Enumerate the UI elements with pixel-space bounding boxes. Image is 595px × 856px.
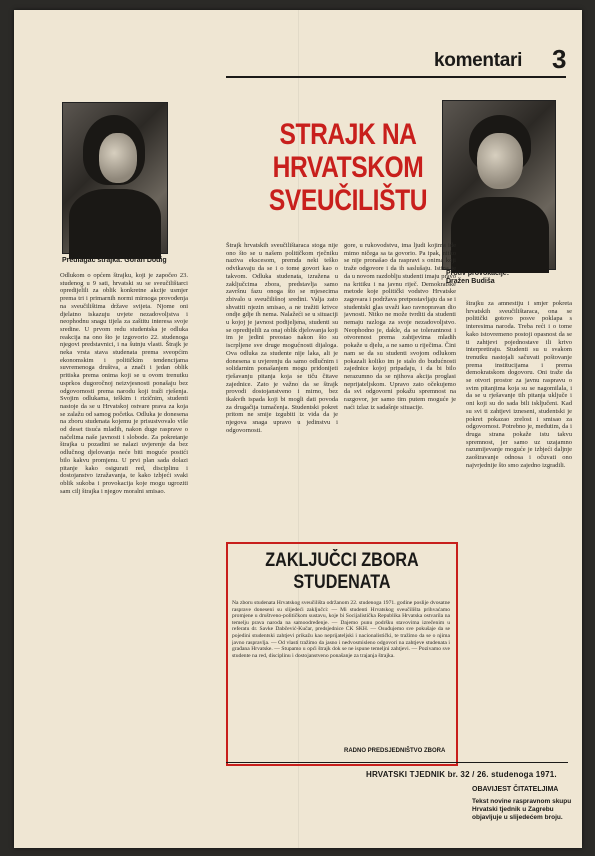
photo-goran-dodig: [62, 102, 168, 254]
photo-face: [99, 133, 137, 183]
statement-body: Na zboru studenata Hrvatskog sveučilišta održanom 22. studenoga 1971. godine poslije dvosatne rasprave doneseni su slijedeći zaključci: — Mi studenti Hrvatskog sveučilišta prihvaćamo promjene u društveno-političkom sustavu, koje bi Socijalistička Republika Hrvatska ostvarila na temelju prava naroda na samoodređenje. — Dajemo punu podršku stavovima izrečenim u referatu dr. Savke Dabčević-Kučar, predsjednice CK SKH. — Osuđujemo sve pokušaje da se pojedini studentski zahtjevi prikažu kao neprijateljski i nacionalistički, te tražimo da se o njima javno raspravlja. — Od vlasti tražimo da jasno i nedvosmisleno odgovori na zahtjeve studenata i građana Hrvatske. — Stupamo u opći štrajk dok se ne ispune temeljni zahtjevi. — Pozivamo sve studente na red, disciplinu i dostojanstveno ponašanje za trajanja štrajka.: [232, 600, 450, 659]
headline-line: HRVATSKOM: [272, 151, 424, 184]
headline-line: STRAJK NA: [279, 118, 417, 151]
header-rule: [226, 76, 566, 78]
statement-signature: RADNO PREDSJEDNIŠTVO ZBORA: [344, 748, 446, 754]
statement-title-line: STUDENATA: [293, 572, 391, 593]
headline: [228, 118, 468, 217]
column-left: [60, 272, 188, 824]
article-text: štrajku za amnestiju i smjer pokreta hrvatskih sveučilištaraca, ona se politički gotovo posve poklapa s interesima naroda. Treba reći i o tome kako istovremeno postoji opasnost da se ti zahtjevi pojednostave ili krivo interpretiraju. Studenti su u svakom trenutku nastojali sačuvati poštovanje prema institucijama i prema demokratskom dogovoru. Oni traže da se otvori prostor za javnu raspravu o svim pitanjima koja su se nagomilala, i da se u rješavanje tih pitanja uključe i oni koji su do sada bili isključeni. Kad su svi ti zahtjevi izneseni, studentski je pokret pokazao zrelost i smisao za odgovornost. Potrebno je, međutim, da i druga strana pokaže istu takvu spremnost, jer samo uz uzajamno razumijevanje moguće je izbjeći daljnje zaoštravanje odnosa i očuvati ono najvrjednije što smo zajedno izgradili.: [466, 300, 572, 469]
article-text: Odlukom o općem štrajku, koji je započeo 23. studenog u 9 sati, hrvatski su se sveučilištarci opredijelili za oblik konkretne akcije usmjer prema tri i primarnih normi mirnoga provođenja na sveučilištima države svijeta. Njome oni djelatno iskazuju uvjete nezadovoljstva i neophodnu snagu tijela za zaštitu interesa svoje sredine. U prvom redu studentska je odluka reakcija na ono što je izgovorio 22. studenoga njegovi predstavnici, i na šutnju vlasti. Štrajk je neka vrsta stava studenata prema sveopćim ekonomskim i političkim tendencijama suvremenoga društva, a znači i jedan oblik pritiska prema onima koji se u ovom trenutku usprkos dugoročnoj neizvjesnosti ponašaju bez odgovornosti prema narodu koji traži rješenja. Svojim odlukama, teškim i rizičnim, studenti nastoje da se u Hrvatskoj ostvare prava za koja se zalažu od samog početka. Odluka je donesena na zboru studenata kojemu je prisustvovalo više od deset tisuća mladih, nakon duge rasprave o načelima naše javnosti i slobode. Za pokretanje štrajka u pozadini se nalazi uvjerenje da bez odlučnog djelovanja neće biti moguće postići bilo kakvu promjenu. U prvi plan sada dolazi pitanje kako osigurati red, disciplinu i dostojanstvo izražavanja, te kako izbjeći svaki oblik sukoba i provokacija koje mogu ugroziti sam cilj štrajka i njegov moralni smisao.: [60, 272, 188, 495]
notice-title: OBAVIJEST ČITATELJIMA: [472, 786, 559, 793]
section-label: komentari: [434, 50, 523, 71]
headline-line: SVEUČILIŠTU: [268, 184, 428, 217]
page-number: 3: [552, 44, 567, 74]
footer: HRVATSKI TJEDNIK br. 32 / 26. studenoga 1971.: [366, 770, 557, 779]
column-right: [466, 300, 572, 778]
caption-right: Protiv provokacije: Dražen Budiša: [446, 270, 510, 285]
newspaper-page: [14, 10, 582, 848]
statement-title-line: ZAKLJUČCI ZBORA: [265, 550, 419, 571]
photo-face: [477, 133, 523, 189]
article-text: Štrajk hrvatskih sveučilištaraca stoga nije ono što se u našem političkom rječniku naziva ekscesom, premda neki teško odvikavaju da se i o tome govori kao o takvom. Odluka studenata, izražena u zaključcima zbora, predstavlja samo završnu fazu onoga što se mjesecima zbivalo u sveučilišnoj sredini. Valja zato shvatiti njezin smisao, a ne tražiti krivce ondje gdje ih nema. Nalažeći se u situaciji u kojoj je javnost podijeljena, studenti su se opredijelili za onaj oblik djelovanja koji im je jedini preostao nakon što su iscrpljene sve druge mogućnosti dijaloga. Ova odluka za studente nije laka, ali je donesena u uvjerenju da samo odlučnim i solidarnim ponašanjem mogu pridonijeti rješavanju pitanja koja se tiču čitave zajednice. Zato je važno da se štrajk provodi dostojanstveno i mirno, bez ikakvih ispada koji bi mogli dati povoda za drugačija tumačenja. Studentski pokret pritom ne smije izgubiti iz vida da je njegova snaga upravo u jedinstvu i odgovornosti.: [226, 242, 338, 434]
column-center-left: [226, 242, 338, 534]
notice-body: Tekst novine raspravnom skupu Hrvatski tjednik u Zagrebu objavljuje u slijedećem broju.: [472, 798, 572, 821]
article-text: gore, u rukovodstvu, ima ljudi kojima ide mimo ničega sa ta govorio. Pa ipak, nitko se nije pronašao da raspravi s onima koji traže odgovore i da ih saslušaju. Istina je da u novom razdoblju studenti imaju pravo na kritiku i na javnu riječ. Demokratske metode koje politički vodstvo Hrvatske zagovara i podržava pretpostavljaju da se i studentski glas uvaži kao ravnopravan dio javnosti. Nitko ne može tvrditi da studenti nemaju razloga za svoje nezadovoljstvo. Neophodno je, dakle, da se tolerantnost i otvorenost prema zahtjevima mladih pokaže u djelu, a ne samo u riječima. Čini nam se da su studenti svojom odlukom pokazali koliko im je stalo do budućnosti zajednice kojoj pripadaju, i da bi bilo nerazumno da se njihova akcija proglasi neprijateljskom. Upravo zato očekujemo da svi odgovorni pokažu spremnost na razgovor, jer samo tim putem moguće je naći izlaz iz sadašnje situacije.: [344, 242, 456, 411]
footer-rule: [226, 762, 568, 763]
column-center-right: [344, 242, 456, 534]
statement-title: [245, 550, 439, 594]
photo-shoulders: [69, 189, 161, 259]
caption-left: Predlagač štrajka: Goran Dodig: [62, 257, 167, 264]
